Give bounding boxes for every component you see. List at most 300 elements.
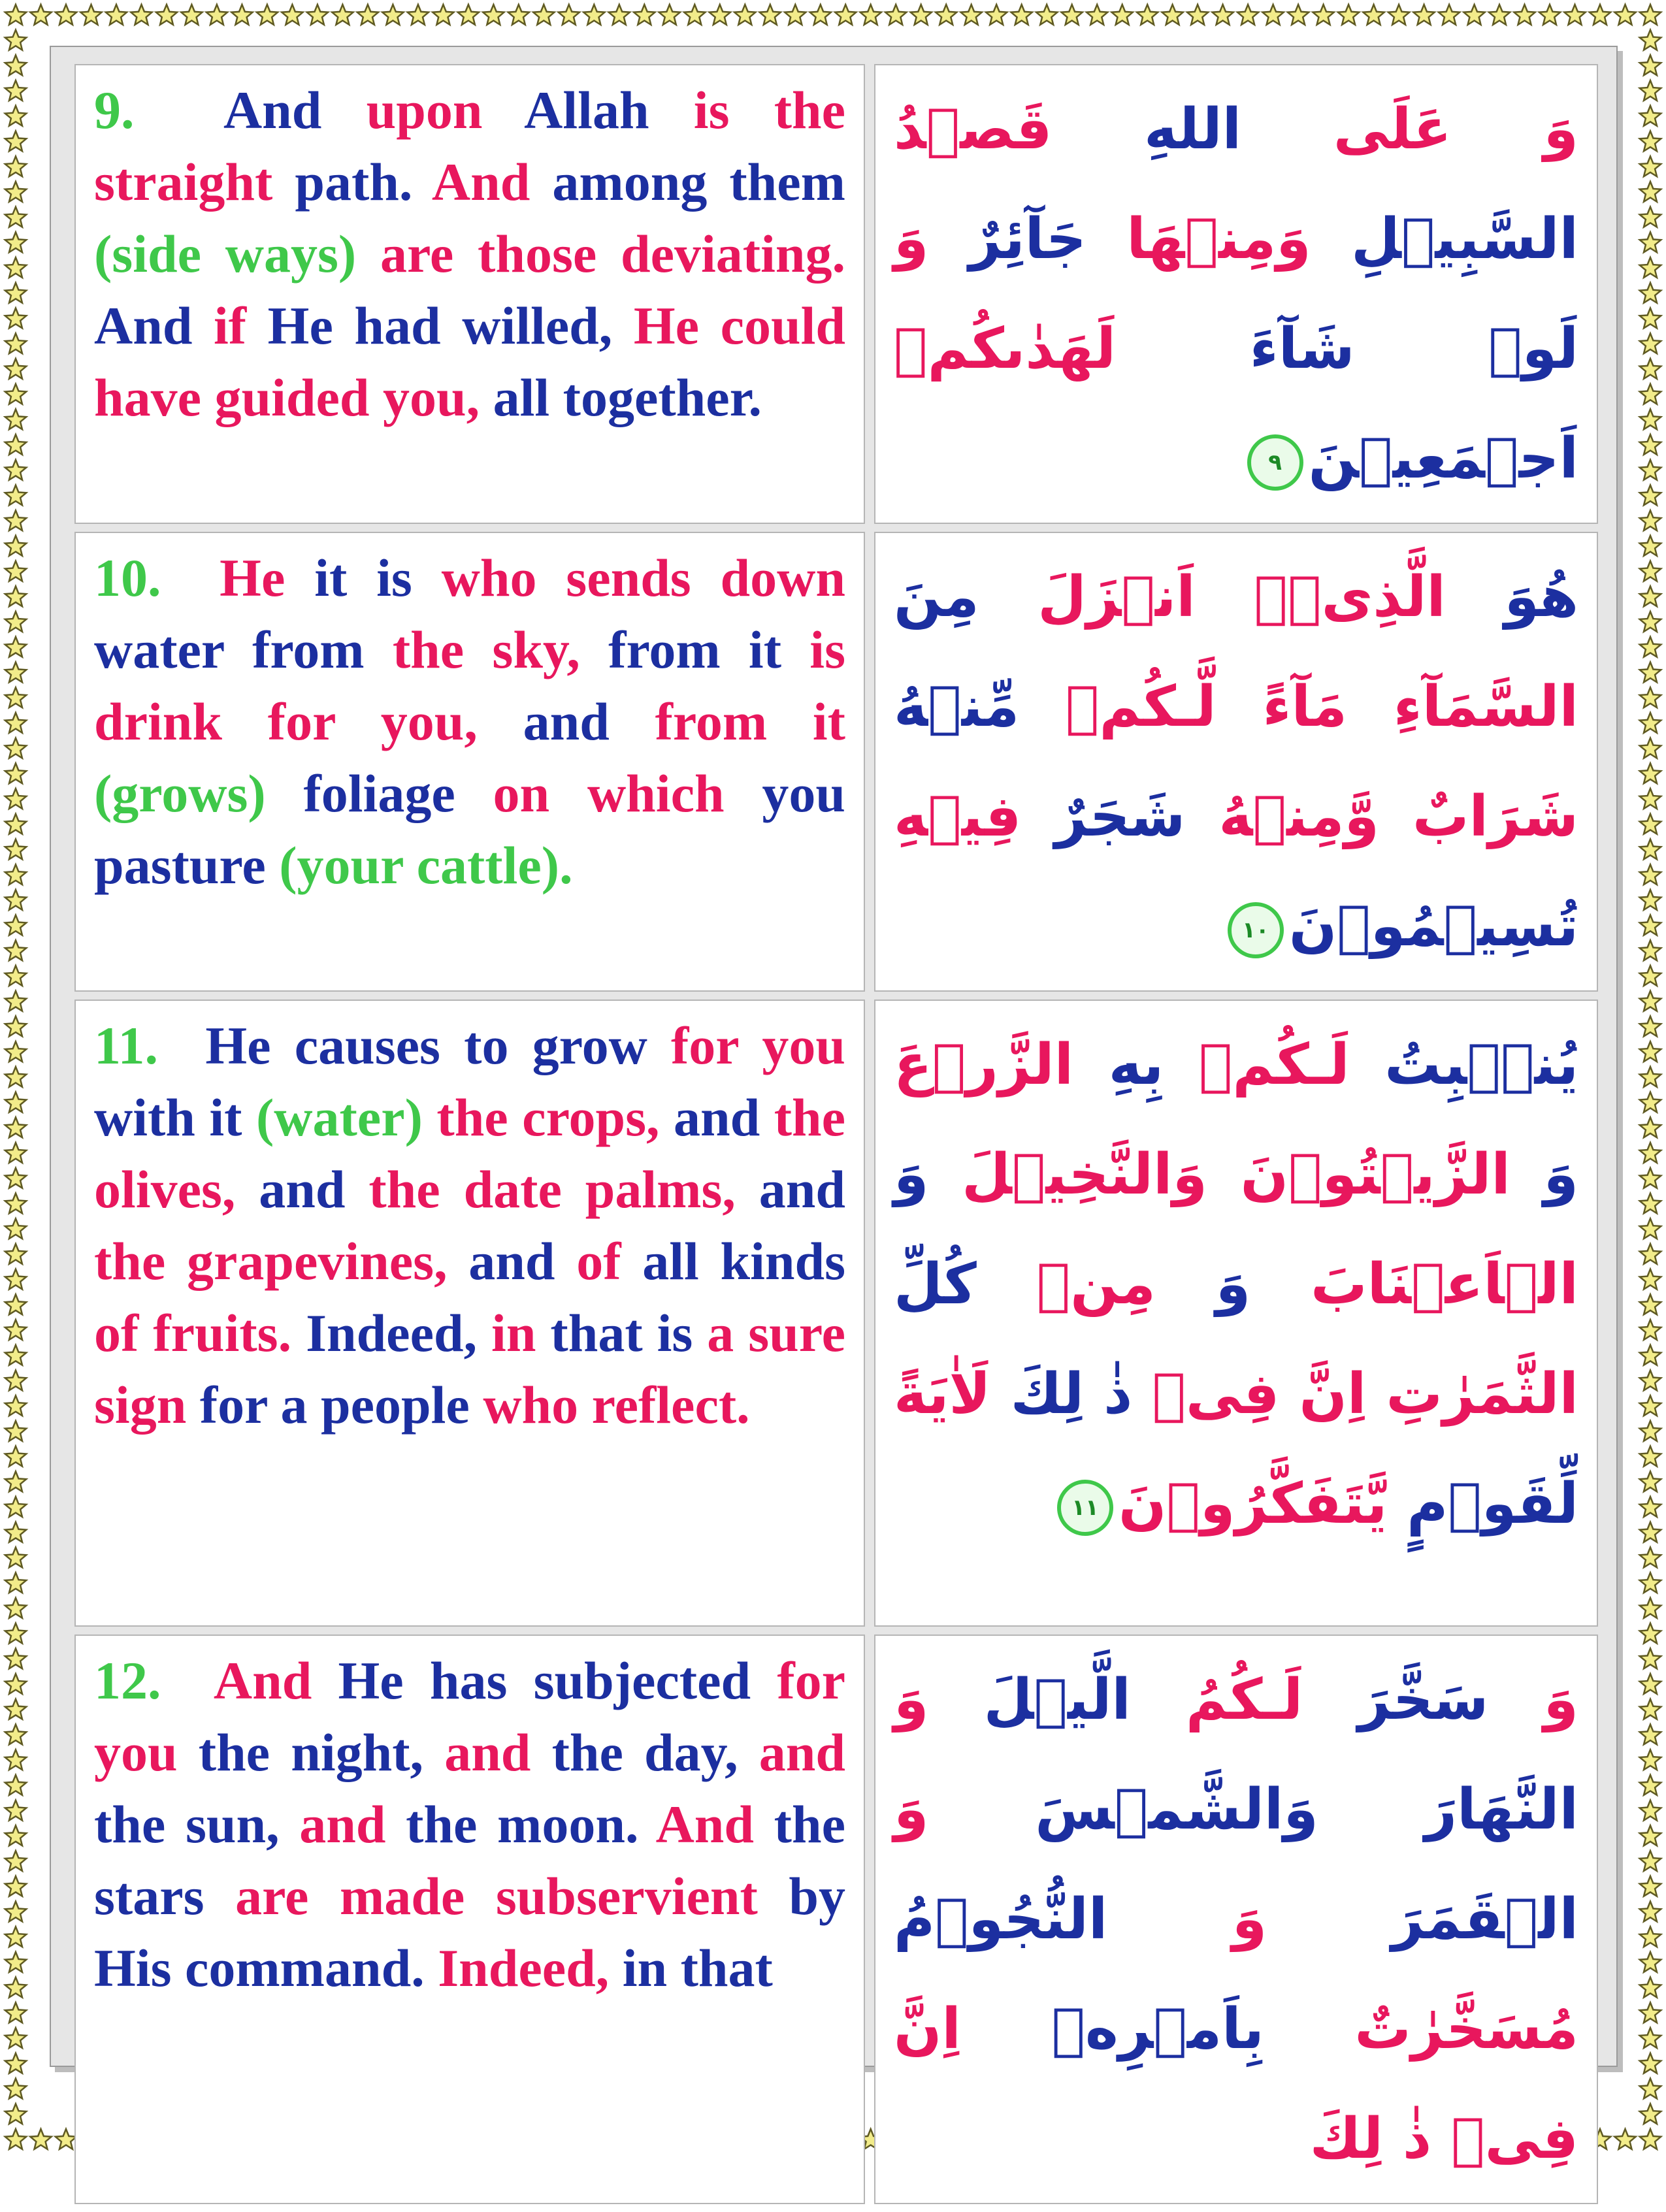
english-segment: of <box>94 1303 154 1363</box>
english-segment: and <box>259 1160 369 1219</box>
english-segment: all kinds <box>642 1231 845 1291</box>
arabic-segment: الزَّرۡعَ <box>894 1032 1074 1098</box>
star-icon <box>1640 1623 1661 1644</box>
star-icon <box>5 359 26 379</box>
star-icon <box>5 1218 26 1239</box>
star-icon <box>1363 5 1384 25</box>
star-icon <box>1614 5 1635 25</box>
star-icon <box>5 156 26 176</box>
arabic-segment: لَـكُمُ <box>1130 1667 1303 1732</box>
star-icon <box>5 561 26 581</box>
star-icon <box>1162 5 1183 25</box>
star-icon <box>5 1067 26 1087</box>
star-icon <box>1640 2053 1661 2074</box>
star-icon <box>1640 1725 1661 1745</box>
arabic-segment: السَّمَآءِ <box>1347 674 1579 740</box>
arabic-segment: وَ <box>1488 1667 1578 1732</box>
star-icon <box>1640 687 1661 708</box>
arabic-segment: ذٰ لِكَ <box>1309 2106 1432 2171</box>
star-icon <box>357 5 378 25</box>
star-icon <box>1640 2079 1661 2099</box>
english-segment: among them <box>552 152 845 212</box>
star-icon <box>936 5 956 25</box>
star-icon <box>1640 2002 1661 2023</box>
english-segment: the grapevines, <box>94 1231 469 1291</box>
star-icon <box>860 5 881 25</box>
star-icon <box>1640 611 1661 632</box>
ayah-end-marker-icon: ١١ <box>1057 1480 1113 1536</box>
star-icon <box>1640 1294 1661 1314</box>
star-icon <box>1640 713 1661 733</box>
star-icon <box>5 687 26 708</box>
english-segment: upon <box>366 80 525 140</box>
star-icon <box>5 814 26 834</box>
star-icon <box>156 5 177 25</box>
english-segment: the crops, <box>436 1088 674 1147</box>
star-icon <box>1640 1117 1661 1137</box>
star-icon <box>5 510 26 530</box>
english-segment: it <box>314 548 377 608</box>
star-icon <box>1590 5 1610 25</box>
arabic-segment: الَّيۡلَ <box>928 1667 1131 1732</box>
star-icon <box>1640 308 1661 329</box>
english-segment: He causes to grow <box>205 1016 671 1075</box>
arabic-segment: وَ <box>1510 1142 1578 1207</box>
star-icon <box>1539 5 1560 25</box>
star-icon <box>1213 5 1233 25</box>
english-segment: Indeed, <box>306 1303 492 1363</box>
arabic-segment: فِىۡ <box>1431 2106 1578 2171</box>
star-icon <box>810 5 831 25</box>
star-icon <box>583 5 604 25</box>
english-segment: the day, <box>551 1723 759 1782</box>
english-segment: all together. <box>493 368 762 427</box>
star-icon <box>5 1927 26 1947</box>
star-icon <box>5 1800 26 1821</box>
arabic-segment: الثَّمَرٰتِ <box>1366 1361 1579 1427</box>
star-icon <box>5 232 26 252</box>
english-segment: with it <box>94 1088 256 1147</box>
english-segment: And <box>223 80 367 140</box>
star-icon <box>1640 1371 1661 1391</box>
english-segment: He has subjected <box>338 1651 777 1710</box>
arabic-segment: وَّمِنۡهُ <box>1185 784 1379 849</box>
star-icon <box>5 2053 26 2074</box>
star-icon <box>1640 257 1661 278</box>
arabic-segment: السَّبِيۡلِ <box>1311 206 1578 272</box>
star-icon <box>1640 789 1661 809</box>
english-segment: by His command. <box>94 1866 845 1998</box>
arabic-text-cell <box>874 64 1598 524</box>
star-icon <box>5 207 26 227</box>
star-icon <box>1640 1269 1661 1290</box>
star-icon <box>1640 915 1661 935</box>
english-segment: from it <box>608 620 810 679</box>
star-icon <box>5 1446 26 1467</box>
arabic-segment: اِنَّ <box>1279 1361 1367 1427</box>
star-icon <box>5 55 26 75</box>
star-icon <box>1036 5 1057 25</box>
star-icon <box>1640 5 1661 25</box>
star-icon <box>5 384 26 404</box>
star-icon <box>1413 5 1434 25</box>
star-icon <box>1187 5 1208 25</box>
star-icon <box>1640 1395 1661 1416</box>
star-icon <box>5 1041 26 1062</box>
star-icon <box>1640 966 1661 986</box>
arabic-segment: اِنَّ <box>894 1996 961 2062</box>
star-icon <box>5 991 26 1011</box>
english-segment: from it <box>655 692 845 751</box>
english-segment: Indeed, <box>438 1938 623 1998</box>
star-icon <box>56 5 76 25</box>
star-icon <box>106 5 127 25</box>
star-icon <box>1640 1876 1661 1896</box>
arabic-segment: لَهَدٰىكُمۡ <box>894 316 1117 382</box>
arabic-segment: بِهِ <box>1073 1032 1164 1098</box>
verse-table <box>65 56 1607 2212</box>
arabic-segment: قَصۡدُ <box>894 97 1053 162</box>
english-segment: the sky, <box>392 620 609 679</box>
star-icon <box>332 5 353 25</box>
arabic-segment: وَمِنۡهَا <box>1086 206 1311 272</box>
star-icon <box>1388 5 1409 25</box>
arabic-segment: يَّتَفَكَّرُوۡنَ <box>1119 1471 1388 1537</box>
star-icon <box>5 2104 26 2124</box>
english-segment: He <box>220 548 315 608</box>
star-icon <box>1640 1092 1661 1113</box>
english-segment: the moon. <box>406 1795 656 1854</box>
star-icon <box>5 409 26 429</box>
star-icon <box>5 2129 26 2149</box>
english-segment: (grows) <box>94 764 304 823</box>
star-icon <box>1640 131 1661 152</box>
star-icon <box>5 1548 26 1568</box>
star-icon <box>5 1876 26 1896</box>
star-icon <box>5 738 26 758</box>
arabic-segment: وَ <box>1451 97 1578 162</box>
arabic-segment: مَآءً <box>1216 674 1347 740</box>
english-segment: and <box>299 1795 406 1854</box>
star-icon <box>5 662 26 683</box>
english-segment: sign <box>94 1375 200 1435</box>
english-translation-cell <box>74 64 865 524</box>
english-translation-cell <box>74 1635 865 2204</box>
arabic-segment: لِّقَوۡمٍ <box>1387 1471 1578 1537</box>
arabic-segment: الۡاَعۡنَابَ <box>1250 1252 1578 1317</box>
english-segment: and <box>523 692 655 751</box>
star-icon <box>1086 5 1107 25</box>
star-icon <box>5 1598 26 1618</box>
star-icon <box>5 1902 26 1922</box>
star-icon <box>5 1194 26 1214</box>
english-segment: in <box>491 1303 551 1363</box>
star-icon <box>1640 1471 1661 1491</box>
verse-row <box>74 1635 1598 2204</box>
english-segment: He had willed, <box>267 296 634 355</box>
english-segment: of <box>576 1231 643 1291</box>
star-icon <box>1640 106 1661 126</box>
star-icon <box>634 5 655 25</box>
star-icon <box>5 308 26 329</box>
english-segment: And <box>655 1795 774 1854</box>
star-icon <box>5 1775 26 1795</box>
star-icon <box>30 5 51 25</box>
star-icon <box>5 2079 26 2099</box>
english-segment: And <box>94 296 214 355</box>
english-segment: are made <box>235 1866 496 1926</box>
english-segment: who reflect. <box>483 1375 750 1435</box>
star-icon <box>1489 5 1510 25</box>
star-icon <box>5 485 26 506</box>
star-icon <box>5 1648 26 1668</box>
arabic-segment: شَرَابٌ <box>1379 784 1578 849</box>
star-icon <box>1640 1749 1661 1770</box>
english-segment: the <box>368 1160 464 1219</box>
star-icon <box>5 940 26 960</box>
star-icon <box>5 890 26 910</box>
english-segment: the sun, <box>94 1795 300 1854</box>
star-icon <box>1338 5 1359 25</box>
english-segment: who sends down <box>441 548 845 608</box>
star-icon <box>1640 2028 1661 2048</box>
star-icon <box>1640 359 1661 379</box>
star-icon <box>1640 409 1661 429</box>
star-icon <box>1640 1168 1661 1188</box>
star-icon <box>508 5 529 25</box>
star-icon <box>5 1320 26 1340</box>
star-icon <box>1640 384 1661 404</box>
star-icon <box>785 5 806 25</box>
star-icon <box>5 864 26 885</box>
english-segment: and <box>444 1723 552 1782</box>
star-icon <box>1514 5 1535 25</box>
star-icon <box>1640 1800 1661 1821</box>
english-segment: is drink for you, <box>94 620 845 751</box>
star-icon <box>5 257 26 278</box>
english-segment: the olives, <box>94 1088 846 1219</box>
star-icon <box>1313 5 1333 25</box>
star-icon <box>1640 1067 1661 1087</box>
star-icon <box>1640 1952 1661 1972</box>
star-icon <box>1640 1522 1661 1542</box>
arabic-segment: شَجَرٌ <box>1021 784 1186 849</box>
star-icon <box>5 1977 26 1998</box>
arabic-segment: بِاَمۡرِهٖ <box>960 1996 1264 2062</box>
star-icon <box>5 1749 26 1770</box>
star-icon <box>1640 1320 1661 1340</box>
star-icon <box>1640 1345 1661 1365</box>
arabic-segment: هُوَ <box>1445 564 1578 630</box>
star-icon <box>483 5 504 25</box>
star-icon <box>5 1623 26 1644</box>
star-icon <box>5 1168 26 1188</box>
star-icon <box>5 1371 26 1391</box>
star-icon <box>1640 30 1661 50</box>
star-icon <box>1640 1143 1661 1163</box>
star-icon <box>1640 991 1661 1011</box>
star-icon <box>609 5 630 25</box>
star-icon <box>1640 1194 1661 1214</box>
verse-row <box>74 1000 1598 1627</box>
arabic-segment: تُسِيۡمُوۡنَ <box>1288 894 1578 959</box>
star-icon <box>458 5 479 25</box>
arabic-segment: شَآءَ <box>1116 316 1355 382</box>
star-icon <box>911 5 932 25</box>
verse-number: 10. <box>94 548 220 608</box>
star-icon <box>5 1421 26 1441</box>
verse-number: 11. <box>94 1016 206 1075</box>
english-segment: is <box>376 548 442 608</box>
star-icon <box>885 5 906 25</box>
english-translation-cell <box>74 1000 865 1627</box>
star-icon <box>408 5 429 25</box>
arabic-segment: وَالشَّمۡسَ <box>928 1777 1318 1842</box>
star-icon <box>1640 662 1661 683</box>
arabic-segment: فِىۡ <box>1132 1361 1280 1427</box>
english-segment: a sure <box>707 1303 846 1363</box>
star-icon <box>5 5 26 25</box>
star-icon <box>1564 5 1585 25</box>
star-icon <box>1640 232 1661 252</box>
star-icon <box>1640 1775 1661 1795</box>
star-icon <box>5 106 26 126</box>
arabic-segment: مِّنۡهُ <box>894 674 1020 740</box>
star-icon <box>5 1497 26 1517</box>
star-icon <box>80 5 101 25</box>
arabic-segment: وَ <box>894 1142 929 1207</box>
arabic-segment: لَّـكُمۡ <box>1019 674 1217 740</box>
arabic-text-cell <box>874 1635 1598 2204</box>
star-icon <box>1062 5 1083 25</box>
star-icon <box>5 637 26 657</box>
arabic-segment: النَّهَارَ <box>1318 1777 1578 1842</box>
star-icon <box>5 1674 26 1694</box>
arabic-segment: اَنۡزَلَ <box>979 564 1196 630</box>
star-icon <box>1640 2104 1661 2124</box>
english-segment: And <box>431 152 553 212</box>
star-icon <box>659 5 680 25</box>
star-icon <box>1237 5 1258 25</box>
star-icon <box>1640 1851 1661 1871</box>
english-segment: on which <box>493 764 762 823</box>
star-icon <box>5 789 26 809</box>
star-icon <box>30 2129 51 2149</box>
english-segment: that is <box>550 1303 708 1363</box>
english-segment: for you <box>94 1651 846 1782</box>
star-icon <box>1640 763 1661 783</box>
arabic-segment: كُلِّ <box>894 1252 977 1317</box>
star-icon <box>5 1117 26 1137</box>
star-icon <box>559 5 580 25</box>
star-icon <box>1640 333 1661 353</box>
star-icon <box>1640 1218 1661 1239</box>
star-icon <box>1640 864 1661 885</box>
verse-number: 9. <box>94 80 223 140</box>
arabic-segment: وَ <box>1155 1252 1251 1317</box>
arabic-segment: لَـكُمۡ <box>1164 1032 1350 1098</box>
star-icon <box>5 1294 26 1314</box>
star-icon <box>1614 2129 1635 2149</box>
star-icon <box>5 966 26 986</box>
arabic-segment: وَالنَّخِيۡلَ <box>928 1142 1207 1207</box>
star-icon <box>5 1699 26 1719</box>
star-icon <box>5 2002 26 2023</box>
arabic-segment: لَاٰيَةً <box>894 1361 991 1427</box>
english-segment: and <box>468 1231 577 1291</box>
star-icon <box>1640 890 1661 910</box>
arabic-segment: الَّذِىۡۤ <box>1195 564 1446 630</box>
english-segment: in that <box>622 1938 773 1998</box>
star-icon <box>5 1244 26 1264</box>
star-icon <box>5 131 26 152</box>
star-icon <box>1288 5 1309 25</box>
english-segment: date palms, <box>463 1160 759 1219</box>
english-segment: for you <box>670 1016 846 1075</box>
star-icon <box>5 1143 26 1163</box>
star-icon <box>5 1952 26 1972</box>
star-icon <box>206 5 227 25</box>
arabic-segment: اللهِ <box>1052 97 1242 162</box>
star-icon <box>734 5 755 25</box>
ayah-end-marker-icon: ١٠ <box>1228 902 1284 958</box>
star-icon <box>5 182 26 202</box>
english-segment: you pasture <box>94 764 845 895</box>
star-icon <box>307 5 328 25</box>
star-icon <box>382 5 403 25</box>
star-icon <box>1640 1244 1661 1264</box>
star-icon <box>5 283 26 303</box>
star-icon <box>1640 1902 1661 1922</box>
star-icon <box>5 611 26 632</box>
star-icon <box>433 5 453 25</box>
verse-row <box>74 532 1598 992</box>
arabic-segment: ذٰ لِكَ <box>990 1361 1133 1427</box>
english-segment: (side ways) <box>94 224 380 284</box>
star-icon <box>5 1522 26 1542</box>
star-icon <box>5 839 26 860</box>
star-icon <box>1640 485 1661 506</box>
star-icon <box>1640 1041 1661 1062</box>
star-icon <box>1640 738 1661 758</box>
star-icon <box>1011 5 1032 25</box>
star-icon <box>1640 156 1661 176</box>
english-segment: Allah <box>524 80 694 140</box>
english-segment: and <box>759 1723 846 1782</box>
arabic-segment: النُّجُوۡمُ <box>894 1887 1108 1952</box>
star-icon <box>5 30 26 50</box>
arabic-segment: وَ <box>1107 1887 1267 1952</box>
star-icon <box>1137 5 1158 25</box>
star-icon <box>710 5 730 25</box>
english-segment: are those deviating. <box>380 224 845 284</box>
star-icon <box>5 536 26 556</box>
arabic-text-cell <box>874 532 1598 992</box>
arabic-segment: الۡقَمَرَ <box>1267 1887 1578 1952</box>
star-icon <box>986 5 1007 25</box>
star-icon <box>1640 460 1661 480</box>
english-segment: path. <box>295 152 432 212</box>
star-icon <box>1640 55 1661 75</box>
star-icon <box>1112 5 1133 25</box>
star-icon <box>5 1851 26 1871</box>
star-icon <box>1640 839 1661 860</box>
english-segment: (water) <box>255 1088 437 1147</box>
star-icon <box>1640 586 1661 606</box>
star-icon <box>1640 510 1661 530</box>
star-icon <box>257 5 278 25</box>
star-icon <box>1640 283 1661 303</box>
